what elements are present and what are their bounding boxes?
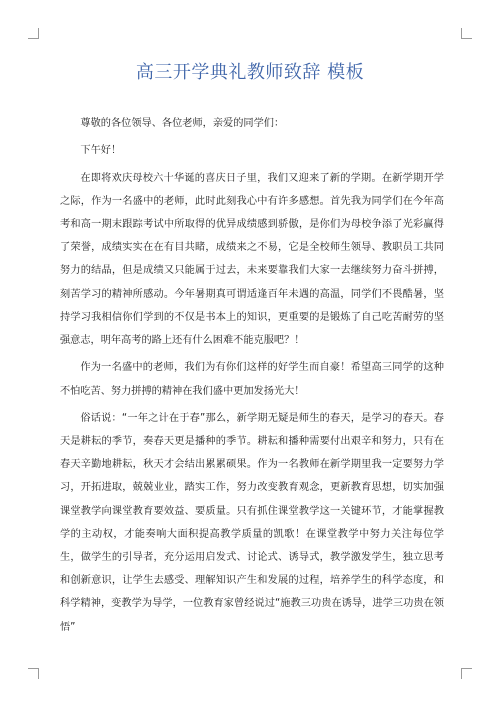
crop-mark-top-right: [461, 28, 472, 39]
salutation-paragraph: 尊敬的各位领导、各位老师，亲爱的同学们：: [80, 118, 285, 129]
body-paragraph: 俗话说：“一年之计在于春”那么，新学期无疑是师生的春天，是学习的春天。春天是耕耘的季节，奏春天更是播种的季节。耕耘和播种需要付出艰辛和努力，只有在春天辛勤地耕耘，秋天才会结出累累硕果。作为一名教师在新学期里我一定要努力学习，开拓进取，兢兢业业，踏实工作，努力改变教育观念，更新教育思想，切实加强课堂教学向课堂教育要效益、要质量。只有抓住课堂教学这一关键环节，才能掌握教学的主动权，才能奏响大面积提高教学质量的凯歌！在课堂教学中努力关注每位学生，做学生的引导者，充分运用启发式、讨论式、诱导式，教学激发学生，独立思考和创新意识，让学生去感受、理解知识产生和发展的过程，培养学生的科学态度，和科学精神，变教学为导学，一位教育家曾经说过“施教三功贵在诱导，进学三功贵在领悟”: [60, 412, 444, 633]
document-title: 高三开学典礼教师致辞 模板: [135, 62, 365, 83]
crop-mark-top-left: [28, 28, 39, 39]
document-body: [60, 112, 444, 643]
crop-mark-bottom-right: [461, 668, 472, 679]
body-paragraph: 在即将欢庆母校六十华诞的喜庆日子里，我们又迎来了新的学期。在新学期开学之际，作为一名盛中的老师，此时此刻我心中有许多感想。首先我为同学们在今年高考和高一期末跟踪考试中所取得的优异成绩感到骄傲，是你们为母校争添了光彩赢得了荣誉，成绩实实在在有目共睹，成绩来之不易，它是全校师生领导、教职员工共同努力的结晶，但是成绩又只能属于过去，未来要靠我们大家一去继续努力奋斗拼搏，刻苦学习的精神所感动。今年暑期真可谓适逢百年未遇的高温，同学们不畏酷暑，坚持学习我相信你们学到的不仅是书本上的知识，更重要的是锻炼了自己吃苦耐劳的坚强意志，明年高考的路上还有什么困难不能克服吧？！: [60, 172, 444, 347]
greeting-paragraph: 下午好！: [80, 145, 122, 157]
crop-mark-bottom-left: [28, 668, 39, 679]
body-paragraph: 作为一名盛中的老师，我们为有你们这样的好学生而自豪！希望高三同学的这种不怕吃苦、努力拼搏的精神在我们盛中更加发扬光大！: [60, 362, 444, 397]
